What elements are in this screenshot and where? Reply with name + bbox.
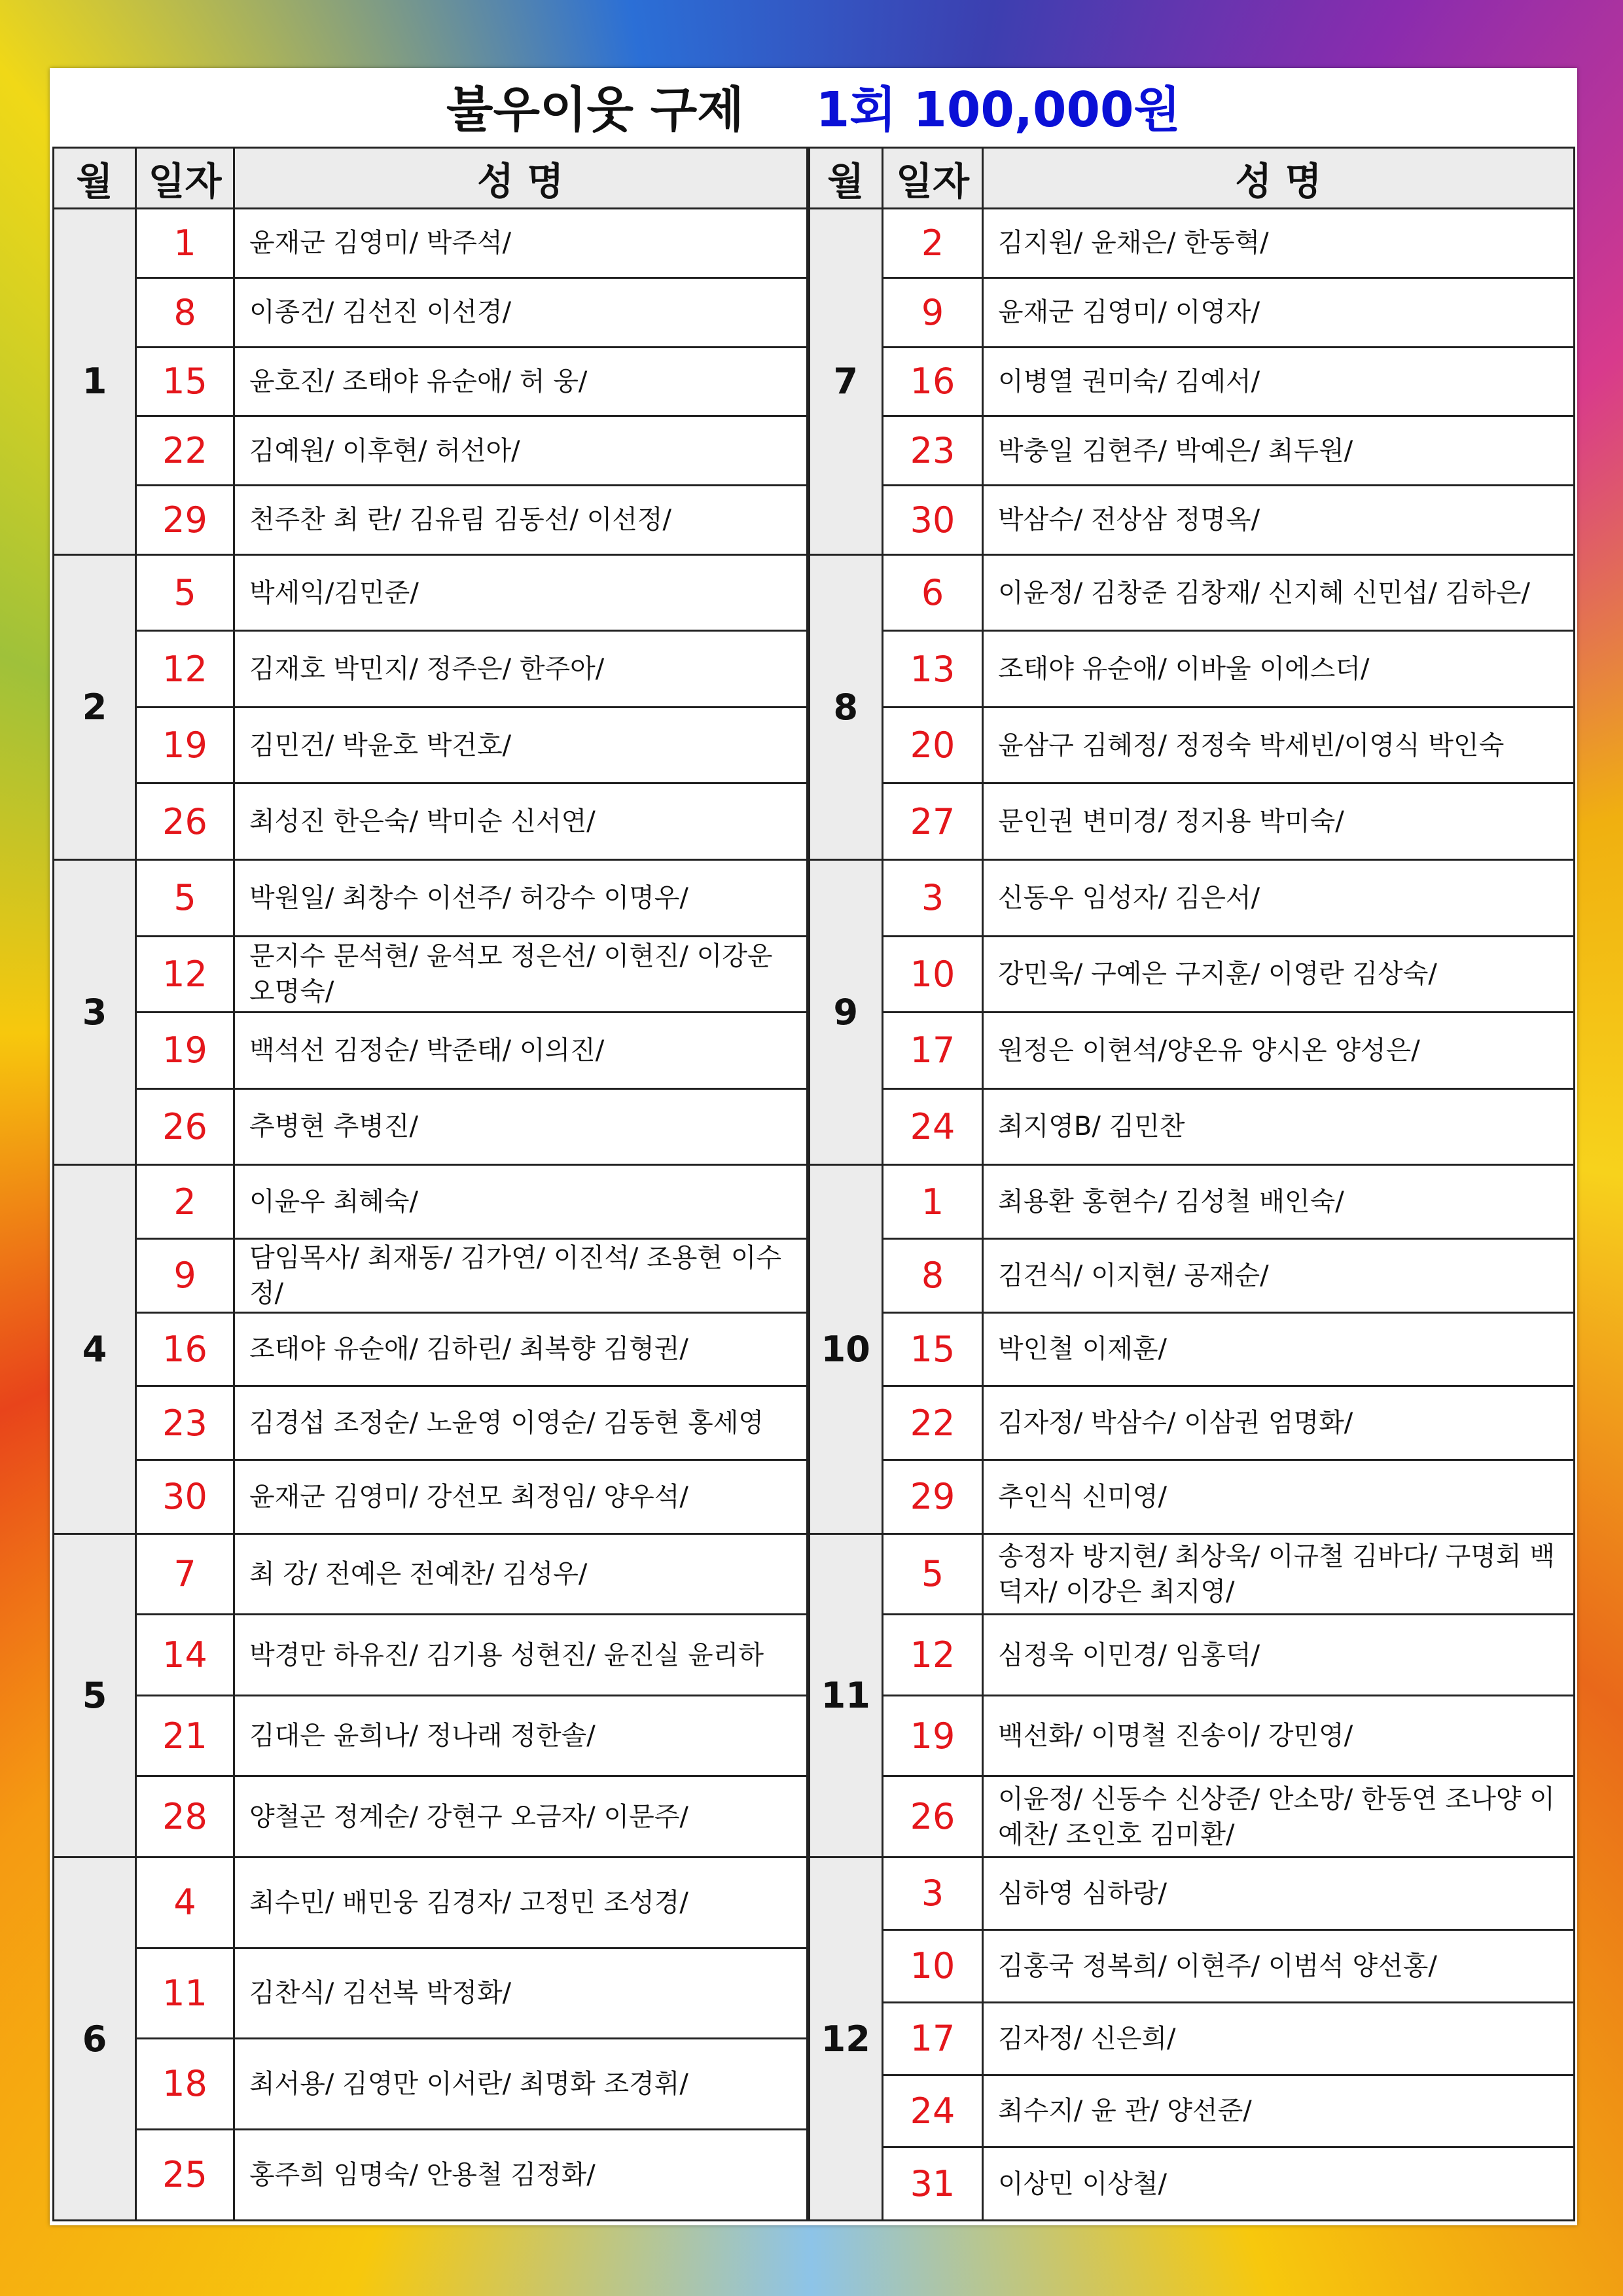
day-number: 23: [883, 416, 983, 486]
donor-names: 심정욱 이민경/ 임홍덕/: [983, 1615, 1575, 1696]
donor-names: 문지수 문석현/ 윤석모 정은선/ 이현진/ 이강운 오명숙/: [234, 936, 808, 1013]
day-number: 19: [136, 1013, 234, 1089]
donor-names: 이윤정/ 김창준 김창재/ 신지혜 신민섭/ 김하은/: [983, 554, 1575, 631]
donor-names: 담임목사/ 최재동/ 김가연/ 이진석/ 조용현 이수정/: [234, 1238, 808, 1312]
donor-names: 박경만 하유진/ 김기용 성현진/ 윤진실 윤리하: [234, 1615, 808, 1696]
day-number: 29: [136, 486, 234, 555]
donor-names: 윤삼구 김혜정/ 정정숙 박세빈/이영식 박인숙: [983, 707, 1575, 783]
donor-names: 심하영 심하랑/: [983, 1857, 1575, 1930]
donor-names: 이윤정/ 신동수 신상준/ 안소망/ 한동연 조나양 이예찬/ 조인호 김미환/: [983, 1776, 1575, 1857]
donor-names: 이병열 권미숙/ 김예서/: [983, 347, 1575, 416]
day-number: 19: [883, 1695, 983, 1776]
donor-names: 박원일/ 최창수 이선주/ 허강수 이명우/: [234, 860, 808, 937]
month-label: 11: [808, 1534, 883, 1857]
page-title: [50, 68, 1577, 144]
title-amount: 1회 100,000원: [815, 82, 1181, 138]
donor-names: 박충일 김현주/ 박예은/ 최두원/: [983, 416, 1575, 486]
day-number: 15: [883, 1312, 983, 1386]
day-number: 17: [883, 2002, 983, 2075]
donor-names: 원정은 이현석/양온유 양시온 양성은/: [983, 1013, 1575, 1089]
donor-names: 최서용/ 김영만 이서란/ 최명화 조경휘/: [234, 2039, 808, 2130]
donor-names: 윤재군 김영미/ 이영자/: [983, 278, 1575, 347]
donor-names: 김찬식/ 김선복 박정화/: [234, 1948, 808, 2039]
donor-names: 박인철 이제훈/: [983, 1312, 1575, 1386]
day-number: 16: [883, 347, 983, 416]
day-number: 22: [883, 1386, 983, 1460]
donor-names: 백석선 김정순/ 박준태/ 이의진/: [234, 1013, 808, 1089]
schedule-panel: [50, 68, 1577, 2225]
donor-names: 최용환 홍현수/ 김성철 배인숙/: [983, 1165, 1575, 1239]
donor-names: 신동우 임성자/ 김은서/: [983, 860, 1575, 937]
day-number: 21: [136, 1695, 234, 1776]
month-label: 1: [54, 209, 136, 555]
donor-names: 김재호 박민지/ 정주은/ 한주아/: [234, 631, 808, 708]
day-number: 9: [883, 278, 983, 347]
header-name-right: 성 명: [983, 148, 1575, 209]
month-label: 3: [54, 860, 136, 1165]
donor-names: 조태야 유순애/ 이바울 이에스더/: [983, 631, 1575, 708]
day-number: 11: [136, 1948, 234, 2039]
day-number: 26: [136, 1088, 234, 1165]
donor-names: 최수민/ 배민웅 김경자/ 고정민 조성경/: [234, 1857, 808, 1948]
header-day-right: 일자: [883, 148, 983, 209]
day-number: 26: [136, 783, 234, 860]
day-number: 29: [883, 1460, 983, 1534]
day-number: 18: [136, 2039, 234, 2130]
donor-names: 최지영B/ 김민찬: [983, 1088, 1575, 1165]
donor-names: 윤호진/ 조태야 유순애/ 허 웅/: [234, 347, 808, 416]
donor-names: 조태야 유순애/ 김하린/ 최복향 김형권/: [234, 1312, 808, 1386]
donor-names: 윤재군 김영미/ 강선모 최정임/ 양우석/: [234, 1460, 808, 1534]
donor-names: 김예원/ 이후현/ 허선아/: [234, 416, 808, 486]
donor-names: 양철곤 정계순/ 강현구 오금자/ 이문주/: [234, 1776, 808, 1857]
month-label: 10: [808, 1165, 883, 1534]
day-number: 5: [883, 1534, 983, 1615]
donor-names: 이상민 이상철/: [983, 2147, 1575, 2221]
day-number: 22: [136, 416, 234, 486]
day-number: 1: [883, 1165, 983, 1239]
donor-names: 추인식 신미영/: [983, 1460, 1575, 1534]
day-number: 8: [883, 1238, 983, 1312]
table-row: [54, 1534, 1575, 1550]
day-number: 6: [883, 554, 983, 631]
schedule-body: [54, 209, 1575, 2221]
table-row: [54, 554, 1575, 569]
donor-names: 이윤우 최혜숙/: [234, 1165, 808, 1239]
donor-names: 문인권 변미경/ 정지용 박미숙/: [983, 783, 1575, 860]
day-number: 16: [136, 1312, 234, 1386]
donor-names: 김자정/ 박삼수/ 이삼권 엄명화/: [983, 1386, 1575, 1460]
donor-names: 김홍국 정복희/ 이현주/ 이범석 양선홍/: [983, 1929, 1575, 2002]
day-number: 1: [136, 209, 234, 278]
donor-names: 김경섭 조정순/ 노윤영 이영순/ 김동현 홍세영: [234, 1386, 808, 1460]
day-number: 30: [883, 486, 983, 555]
day-number: 14: [136, 1615, 234, 1696]
day-number: 12: [136, 631, 234, 708]
day-number: 13: [883, 631, 983, 708]
table-row: [54, 1165, 1575, 1183]
donor-names: 백선화/ 이명철 진송이/ 강민영/: [983, 1695, 1575, 1776]
month-label: 7: [808, 209, 883, 555]
day-number: 4: [136, 1857, 234, 1948]
day-number: 10: [883, 936, 983, 1013]
table-row: [54, 1857, 1575, 1876]
month-label: 4: [54, 1165, 136, 1534]
day-number: 12: [883, 1615, 983, 1696]
header-month-left: 월: [54, 148, 136, 209]
donor-names: 천주찬 최 란/ 김유림 김동선/ 이선정/: [234, 486, 808, 555]
donor-names: 홍주희 임명숙/ 안용철 김정화/: [234, 2129, 808, 2220]
day-number: 28: [136, 1776, 234, 1857]
donor-names: 추병현 추병진/: [234, 1088, 808, 1165]
donor-names: 최 강/ 전예은 전예찬/ 김성우/: [234, 1534, 808, 1615]
donor-names: 박삼수/ 전상삼 정명옥/: [983, 486, 1575, 555]
day-number: 30: [136, 1460, 234, 1534]
day-number: 24: [883, 1088, 983, 1165]
relief-schedule-table: [52, 147, 1575, 2221]
day-number: 2: [883, 209, 983, 278]
day-number: 23: [136, 1386, 234, 1460]
day-number: 5: [136, 860, 234, 937]
donor-names: 윤재군 김영미/ 박주석/: [234, 209, 808, 278]
donor-names: 김지원/ 윤채은/ 한동혁/: [983, 209, 1575, 278]
month-label: 6: [54, 1857, 136, 2221]
day-number: 12: [136, 936, 234, 1013]
day-number: 8: [136, 278, 234, 347]
donor-names: 최수지/ 윤 관/ 양선준/: [983, 2075, 1575, 2147]
day-number: 31: [883, 2147, 983, 2221]
day-number: 3: [883, 860, 983, 937]
donor-names: 최성진 한은숙/ 박미순 신서연/: [234, 783, 808, 860]
day-number: 20: [883, 707, 983, 783]
table-row: [54, 209, 1575, 226]
day-number: 26: [883, 1776, 983, 1857]
header-name-left: 성 명: [234, 148, 808, 209]
month-label: 8: [808, 554, 883, 859]
day-number: 3: [883, 1857, 983, 1930]
month-label: 2: [54, 554, 136, 859]
day-number: 10: [883, 1929, 983, 2002]
donor-names: 김건식/ 이지현/ 공재순/: [983, 1238, 1575, 1312]
header-row: [54, 148, 1575, 209]
donor-names: 김민건/ 박윤호 박건호/: [234, 707, 808, 783]
table-row: [54, 860, 1575, 875]
month-label: 9: [808, 860, 883, 1165]
month-label: 12: [808, 1857, 883, 2221]
day-number: 7: [136, 1534, 234, 1615]
donor-names: 송정자 방지현/ 최상욱/ 이규철 김바다/ 구명회 백덕자/ 이강은 최지영/: [983, 1534, 1575, 1615]
donor-names: 박세익/김민준/: [234, 554, 808, 631]
day-number: 25: [136, 2129, 234, 2220]
day-number: 24: [883, 2075, 983, 2147]
day-number: 19: [136, 707, 234, 783]
donor-names: 김대은 윤희나/ 정나래 정한솔/: [234, 1695, 808, 1776]
day-number: 2: [136, 1165, 234, 1239]
day-number: 27: [883, 783, 983, 860]
header-day-left: 일자: [136, 148, 234, 209]
donor-names: 이종건/ 김선진 이선경/: [234, 278, 808, 347]
donor-names: 강민욱/ 구예은 구지훈/ 이영란 김상숙/: [983, 936, 1575, 1013]
month-label: 5: [54, 1534, 136, 1857]
header-month-right: 월: [808, 148, 883, 209]
day-number: 15: [136, 347, 234, 416]
day-number: 9: [136, 1238, 234, 1312]
day-number: 17: [883, 1013, 983, 1089]
donor-names: 김자정/ 신은희/: [983, 2002, 1575, 2075]
day-number: 5: [136, 554, 234, 631]
title-main: 불우이웃 구제: [446, 82, 744, 138]
